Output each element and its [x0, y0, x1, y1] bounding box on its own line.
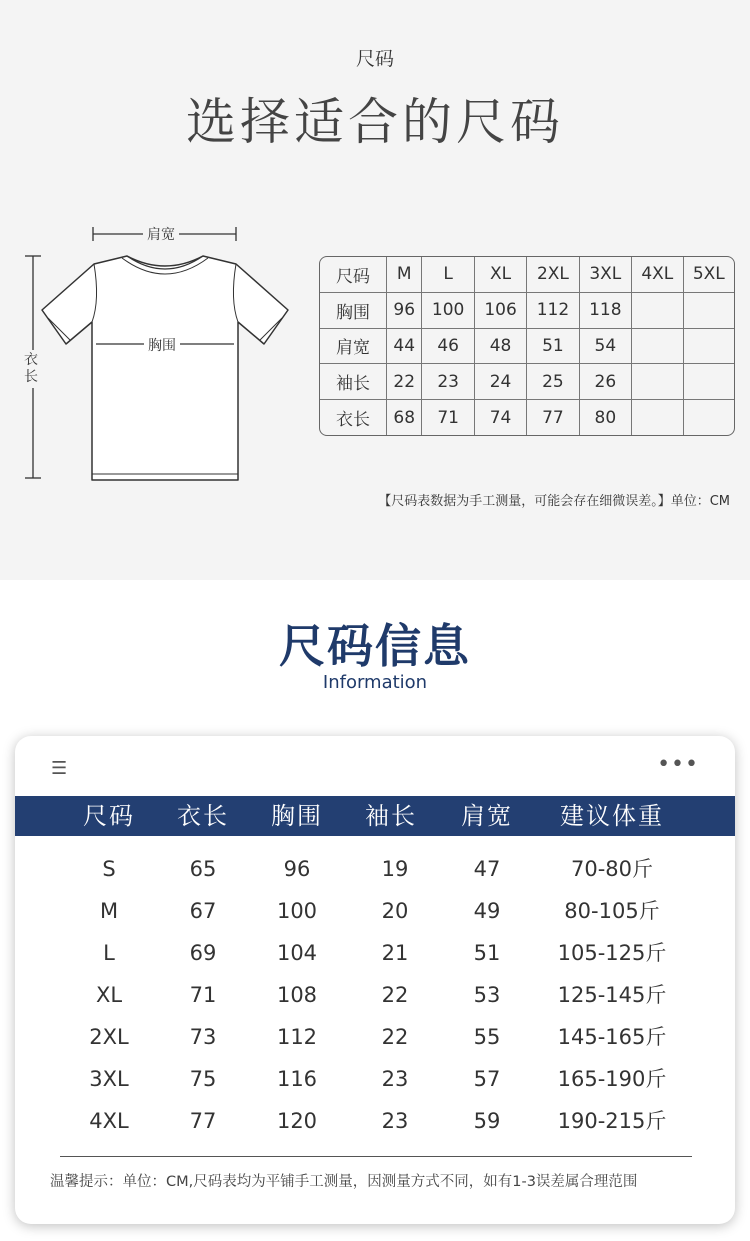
cell-chest: 108: [276, 983, 318, 1007]
spec-cell: 肩宽: [320, 328, 387, 364]
spec-cell: [632, 328, 684, 364]
shoulder-width-label: 肩宽: [143, 224, 179, 244]
spec-cell: [683, 292, 734, 328]
cell-size: XL: [95, 983, 123, 1007]
spec-cell: 23: [422, 364, 474, 400]
length-label: 衣长: [23, 350, 39, 388]
spec-cell: 25: [527, 364, 579, 400]
cell-chest: 120: [276, 1109, 318, 1133]
table-row: [15, 933, 735, 973]
spec-cell: 106: [474, 292, 526, 328]
spec-cell: 26: [579, 364, 631, 400]
size-table-header: [15, 796, 735, 836]
tshirt-outline-icon: [20, 220, 300, 490]
cell-size: S: [102, 857, 116, 881]
info-subtitle: Information: [322, 672, 428, 693]
spec-cell: 袖长: [320, 364, 387, 400]
spec-row: [320, 292, 734, 328]
header-length: 衣长: [177, 802, 229, 830]
spec-cell: 衣长: [320, 400, 387, 435]
cell-sleeve: 23: [381, 1109, 409, 1133]
section-label: 尺码: [355, 48, 394, 70]
table-row: [15, 1017, 735, 1057]
spec-cell: 24: [474, 364, 526, 400]
cell-length: 67: [189, 899, 217, 923]
spec-cell: 80: [579, 400, 631, 435]
spec-cell: 74: [474, 400, 526, 435]
spec-header: L: [422, 257, 474, 292]
cell-chest: 112: [276, 1025, 318, 1049]
spec-header: M: [387, 257, 422, 292]
cell-length: 75: [189, 1067, 217, 1091]
size-guide-section: [0, 0, 750, 580]
spec-header-row: [320, 257, 734, 292]
size-info-card: [15, 736, 735, 1224]
spec-cell: 22: [387, 364, 422, 400]
cell-sleeve: 22: [381, 1025, 409, 1049]
spec-cell: 68: [387, 400, 422, 435]
cell-chest: 100: [276, 899, 318, 923]
spec-row: [320, 364, 734, 400]
measurement-tip: 温馨提示：单位：CM,尺码表均为平铺手工测量，因测量方式不同，如有1-3误差属合理范围: [50, 1174, 638, 1190]
cell-length: 71: [189, 983, 217, 1007]
cell-sleeve: 21: [381, 941, 409, 965]
cell-weight: 145-165斤: [557, 1025, 667, 1049]
cell-sleeve: 22: [381, 983, 409, 1007]
header-sleeve: 袖长: [365, 802, 417, 830]
header-weight: 建议体重: [560, 802, 664, 830]
spec-cell: [632, 364, 684, 400]
header-size: 尺码: [83, 802, 135, 830]
spec-cell: 48: [474, 328, 526, 364]
spec-cell: [683, 328, 734, 364]
cell-weight: 125-145斤: [557, 983, 667, 1007]
section-title: 选择适合的尺码: [186, 93, 564, 151]
spec-header: 2XL: [527, 257, 579, 292]
table-row: [15, 1059, 735, 1099]
spec-cell: 100: [422, 292, 474, 328]
cell-length: 73: [189, 1025, 217, 1049]
cell-length: 65: [189, 857, 217, 881]
cell-sleeve: 19: [381, 857, 409, 881]
cell-weight: 70-80斤: [570, 857, 654, 881]
cell-chest: 96: [283, 857, 311, 881]
measurement-note: 【尺码表数据为手工测量，可能会存在细微误差。】单位：CM: [378, 494, 730, 509]
cell-chest: 116: [276, 1067, 318, 1091]
chest-label: 胸围: [144, 335, 180, 355]
cell-chest: 104: [276, 941, 318, 965]
cell-length: 69: [189, 941, 217, 965]
cell-shoulder: 49: [473, 899, 501, 923]
spec-cell: [632, 292, 684, 328]
spec-row: [320, 400, 734, 435]
cell-shoulder: 47: [473, 857, 501, 881]
spec-table: [319, 256, 735, 436]
spec-header: 5XL: [683, 257, 734, 292]
table-row: [15, 849, 735, 889]
cell-shoulder: 59: [473, 1109, 501, 1133]
spec-cell: 51: [527, 328, 579, 364]
cell-shoulder: 55: [473, 1025, 501, 1049]
spec-header: 4XL: [632, 257, 684, 292]
spec-cell: 46: [422, 328, 474, 364]
cell-size: M: [99, 899, 119, 923]
spec-cell: 54: [579, 328, 631, 364]
header-chest: 胸围: [271, 802, 323, 830]
cell-size: 4XL: [89, 1109, 129, 1133]
cell-shoulder: 51: [473, 941, 501, 965]
cell-shoulder: 57: [473, 1067, 501, 1091]
spec-cell: 胸围: [320, 292, 387, 328]
spec-cell: 77: [527, 400, 579, 435]
cell-shoulder: 53: [473, 983, 501, 1007]
more-icon[interactable]: •••: [657, 752, 699, 777]
spec-cell: [683, 364, 734, 400]
cell-sleeve: 20: [381, 899, 409, 923]
cell-size: L: [103, 941, 115, 965]
spec-cell: 112: [527, 292, 579, 328]
spec-row: [320, 328, 734, 364]
spec-cell: [683, 400, 734, 435]
spec-cell: 96: [387, 292, 422, 328]
spec-cell: [632, 400, 684, 435]
table-row: [15, 891, 735, 931]
list-icon[interactable]: ☰: [51, 758, 68, 779]
cell-weight: 190-215斤: [557, 1109, 667, 1133]
cell-length: 77: [189, 1109, 217, 1133]
cell-weight: 165-190斤: [557, 1067, 667, 1091]
spec-header: 尺码: [320, 257, 387, 292]
cell-weight: 80-105斤: [564, 899, 660, 923]
cell-size: 3XL: [89, 1067, 129, 1091]
cell-weight: 105-125斤: [557, 941, 667, 965]
spec-cell: 44: [387, 328, 422, 364]
spec-cell: 71: [422, 400, 474, 435]
cell-sleeve: 23: [381, 1067, 409, 1091]
spec-cell: 118: [579, 292, 631, 328]
spec-header: XL: [474, 257, 526, 292]
header-shoulder: 肩宽: [461, 802, 513, 830]
table-row: [15, 1101, 735, 1141]
spec-header: 3XL: [579, 257, 631, 292]
table-row: [15, 975, 735, 1015]
cell-size: 2XL: [89, 1025, 129, 1049]
tshirt-diagram: [20, 220, 300, 490]
info-title: 尺码信息: [279, 619, 471, 673]
divider: [60, 1156, 692, 1157]
